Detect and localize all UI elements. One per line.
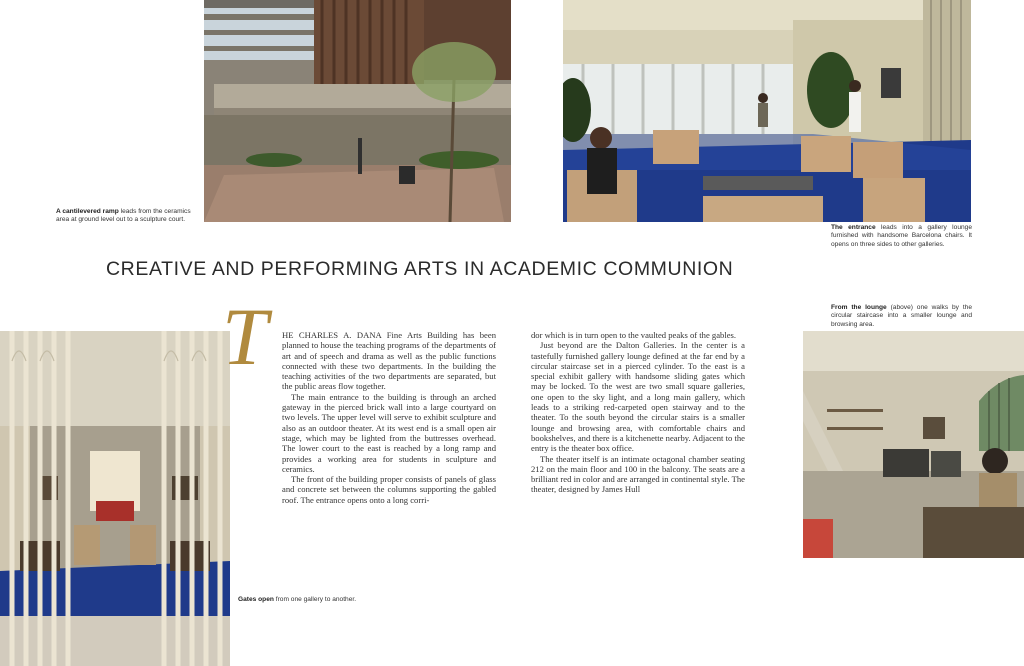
photo-gates-gallery: [0, 331, 230, 666]
body-paragraph: dor which is in turn open to the vaulted peaks of the gables.: [531, 330, 737, 340]
photo-ramp-courtyard: [204, 0, 511, 222]
body-paragraph: The front of the building proper consists of panels of glass and concrete set between the columns supporting the gabled roof. The entrance opens onto a long corri-: [282, 474, 496, 505]
body-column-1: [282, 330, 496, 505]
page-headline: CREATIVE AND PERFORMING ARTS IN ACADEMIC COMMUNION: [106, 258, 734, 280]
caption-ramp: A cantilevered ramp leads from the ceramics area at ground level out to a sculpture court.: [56, 208, 191, 224]
caption-lounge: From the lounge (above) one walks by the circular staircase into a smaller lounge and browsing area.: [831, 304, 972, 328]
caption-gates: Gates open from one gallery to another.: [238, 596, 357, 603]
body-paragraph: Just beyond are the Dalton Galleries. In the center is a tastefully furnished gallery lounge defined at the far end by a circular staircase set in a pierced cylinder. To the east is a special exhibit gallery with handsome sliding gates which may be locked. To the west are two small square galleries, one open to the sky light, and a long main gallery, which leads to a striking red-carpeted open stairway and to the theater. To the south beyond the circular stairs is a smaller lounge and browsing area, with comfortable chairs and bookshelves, and there is a kitchenette nearby. Adjacent to the entry is the theater box office.: [531, 340, 745, 454]
photo-entrance-lounge: [563, 0, 971, 222]
body-paragraph: HE CHARLES A. DANA Fine Arts Building has been planned to house the teaching programs of the departments of art and of speech and drama as well as the public functions connected with these two departments. In the building the teaching activities of the two departments are separated, but the public areas flow together.: [282, 330, 496, 392]
photo-browsing-lounge: [803, 331, 1024, 558]
body-paragraph: The main entrance to the building is through an arched gateway in the pierced brick wall into a large courtyard on two levels. The upper level will serve to exhibit sculpture and also as an outdoor theater. At its west end is a small open air stage, which may be lighted from the buttresses overhead. The lower court to the east is reached by a long ramp and provides a working area for students in sculpture and ceramics.: [282, 391, 496, 474]
caption-entrance: The entrance leads into a gallery lounge furnished with handsome Barcelona chairs. It opens on three sides to other galleries.: [831, 224, 972, 248]
body-paragraph: The theater itself is an intimate octagonal chamber seating 212 on the main floor and 100 in the balcony. The seats are a brilliant red in color and are arranged in continental style. The theater, designed by James Hull: [531, 453, 745, 495]
body-column-2: [531, 330, 745, 495]
drop-cap: T: [222, 291, 268, 382]
